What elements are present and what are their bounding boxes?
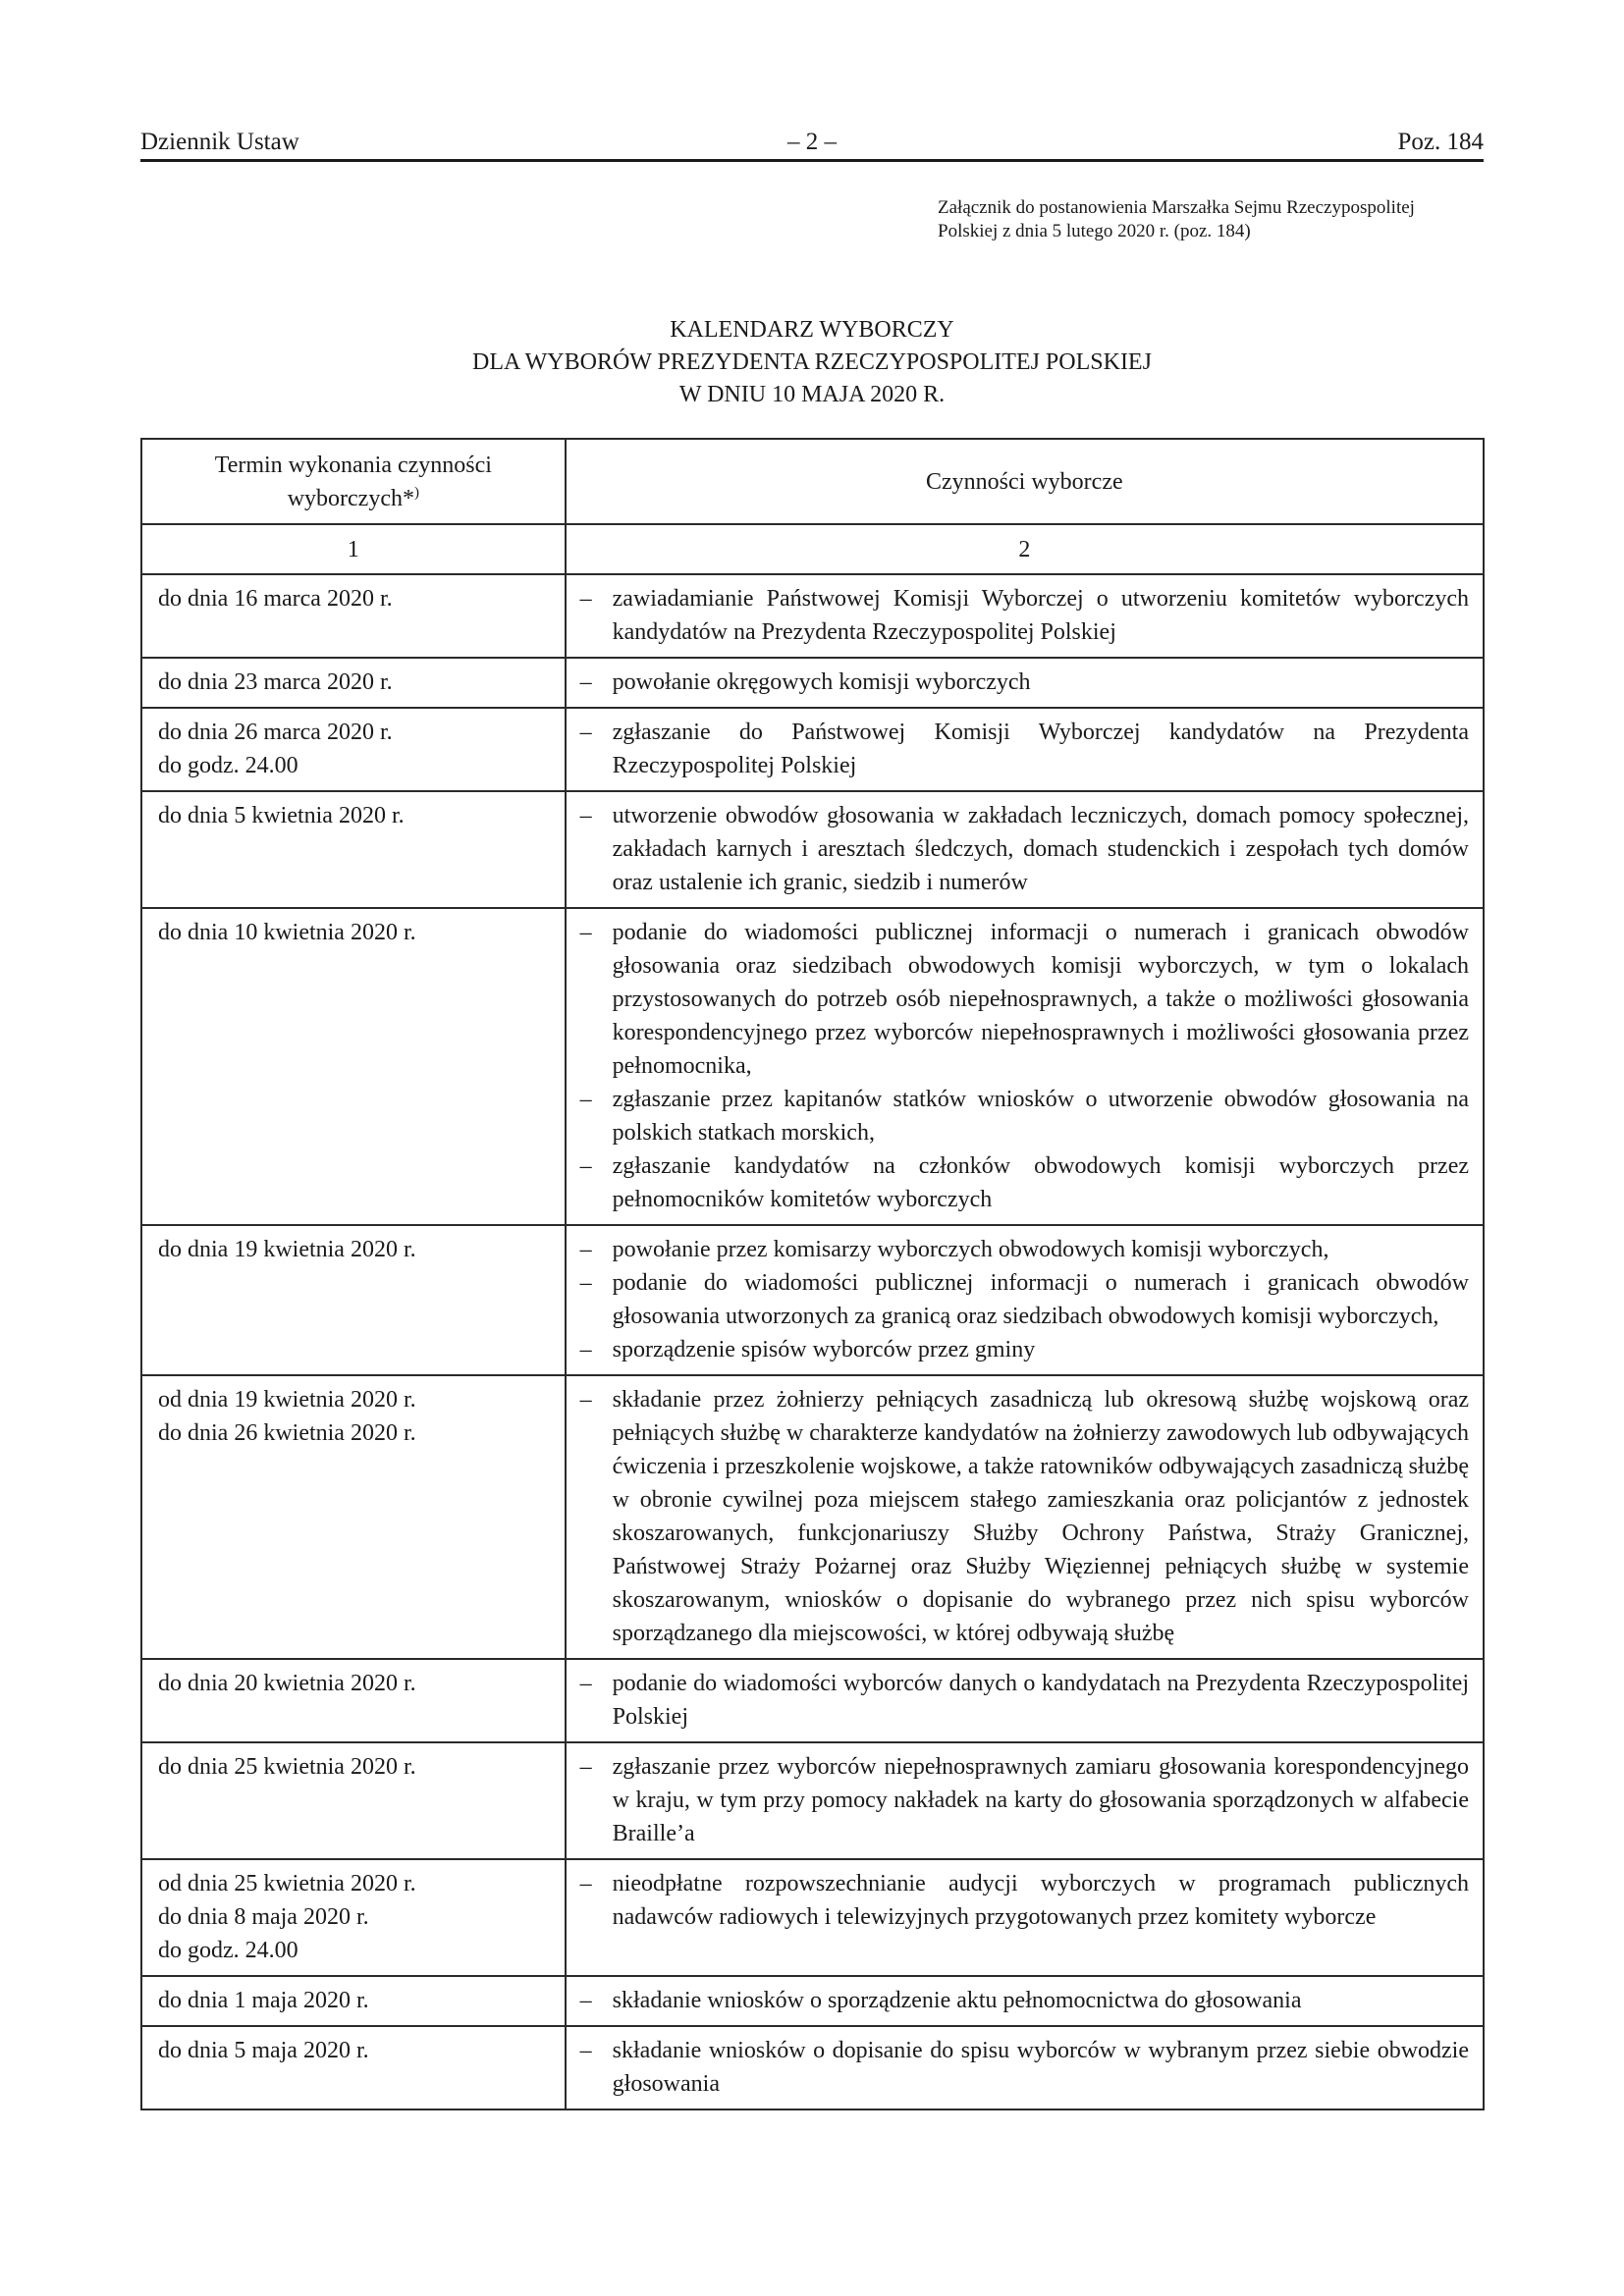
actions-list <box>567 1660 1483 1741</box>
action-text: składanie przez żołnierzy pełniących zasadniczą lub okresową służbę wojskową oraz pełniących służbę w charakterze kandydatów na żołnierzy zawodowych lub odbywających ćwiczenia i przeszkolenie wojskowe, a także ratowników odbywających zasadniczą służbę w obronie cywilnej poza miejscem stałego zamieszkania oraz policjantów z jednostek skoszarowanych, funkcjonariuszy Służby Ochrony Państwa, Straży Granicznej, Państwowej Straży Pożarnej oraz Służby Więziennej pełniących służbę w systemie skoszarowanym, wniosków o dopisanie do wybranego przez nich spisu wyborców sporządzanego dla miejscowości, w której odbywają służbę <box>612 1387 1469 1646</box>
annex-line-2: Polskiej z dnia 5 lutego 2020 r. (poz. 184) <box>938 221 1251 241</box>
action-item <box>580 1984 1469 2017</box>
actions-list <box>567 909 1483 1224</box>
action-text: zgłaszanie przez kapitanów statków wniosków o utworzenie obwodów głosowania na polskich statkach morskich, <box>612 1087 1469 1146</box>
running-header <box>140 126 1484 162</box>
action-text: powołanie przez komisarzy wyborczych obwodowych komisji wyborczych, <box>612 1237 1329 1262</box>
action-text: składanie wniosków o sporządzenie aktu pełnomocnictwa do głosowania <box>612 1988 1302 2013</box>
term-line: od dnia 25 kwietnia 2020 r. <box>158 1871 416 1896</box>
action-text: podanie do wiadomości publicznej informacji o numerach i granicach obwodów głosowania oraz siedzibach obwodowych komisji wyborczych, w tym o lokalach przystosowanych do potrzeb osób niepełnosprawnych, a także o możliwości głosowania korespondencyjnego przez wyborców niepełnosprawnych i możliwości głosowania przez pełnomocnika, <box>612 920 1469 1079</box>
term-cell <box>141 908 566 1225</box>
term-cell <box>141 791 566 908</box>
annex-line-1: Załącznik do postanowienia Marszałka Sejmu Rzeczypospolitej <box>938 197 1415 218</box>
document-title <box>140 314 1484 411</box>
table-row <box>141 1375 1484 1659</box>
action-text: podanie do wiadomości wyborców danych o kandydatach na Prezydenta Rzeczypospolitej Polskiej <box>612 1671 1469 1730</box>
term-cell <box>141 1225 566 1375</box>
dash-bullet: – <box>579 1871 592 1896</box>
term-line: do dnia 5 maja 2020 r. <box>158 2038 369 2063</box>
action-text: zawiadamianie Państwowej Komisji Wyborczej o utworzeniu komitetów wyborczych kandydatów na Prezydenta Rzeczypospolitej Polskiej <box>612 586 1469 645</box>
table-row <box>141 658 1484 708</box>
actions-list <box>567 1977 1483 2025</box>
actions-list <box>567 709 1483 790</box>
annex-note <box>938 196 1488 243</box>
term-cell <box>141 1742 566 1859</box>
action-text: zgłaszanie kandydatów na członków obwodowych komisji wyborczych przez pełnomocników komitetów wyborczych <box>612 1153 1469 1212</box>
footnote-marker: ) <box>413 484 419 501</box>
actions-list <box>567 659 1483 707</box>
actions-cell <box>566 791 1484 908</box>
dash-bullet: – <box>579 1270 592 1296</box>
term-line: do godz. 24.00 <box>158 753 298 778</box>
actions-cell <box>566 574 1484 658</box>
title-line-2: DLA WYBORÓW PREZYDENTA RZECZYPOSPOLITEJ POLSKIEJ <box>472 349 1152 375</box>
term-line: do dnia 8 maja 2020 r. <box>158 1904 369 1930</box>
action-text: sporządzenie spisów wyborców przez gminy <box>612 1337 1036 1362</box>
dash-bullet: – <box>579 1337 592 1362</box>
term-cell <box>141 2026 566 2109</box>
action-item <box>580 1333 1469 1366</box>
term-cell <box>141 574 566 658</box>
actions-cell <box>566 1976 1484 2026</box>
table-row <box>141 1859 1484 1976</box>
actions-cell <box>566 1659 1484 1742</box>
term-cell <box>141 1976 566 2026</box>
term-line: do dnia 25 kwietnia 2020 r. <box>158 1754 416 1780</box>
actions-list <box>567 1226 1483 1374</box>
dash-bullet: – <box>579 2038 592 2063</box>
table-body <box>141 574 1484 2109</box>
action-item <box>580 1083 1469 1149</box>
term-cell <box>141 1859 566 1976</box>
action-item <box>580 666 1469 699</box>
action-item <box>580 1750 1469 1850</box>
dash-bullet: – <box>579 586 592 612</box>
dash-bullet: – <box>579 1087 592 1112</box>
action-item <box>580 1233 1469 1266</box>
action-item <box>580 1266 1469 1333</box>
actions-cell <box>566 908 1484 1225</box>
term-cell <box>141 708 566 791</box>
term-line: do godz. 24.00 <box>158 1938 298 1963</box>
column-number-1: 1 <box>141 524 566 574</box>
term-line: do dnia 5 kwietnia 2020 r. <box>158 803 405 828</box>
action-item <box>580 582 1469 649</box>
table-row <box>141 2026 1484 2109</box>
actions-list <box>567 1860 1483 1942</box>
term-cell <box>141 1659 566 1742</box>
dash-bullet: – <box>579 669 592 695</box>
table-row <box>141 1976 1484 2026</box>
term-line: do dnia 1 maja 2020 r. <box>158 1988 369 2013</box>
actions-list <box>567 1376 1483 1658</box>
table-row <box>141 791 1484 908</box>
action-item <box>580 799 1469 899</box>
term-line: do dnia 20 kwietnia 2020 r. <box>158 1671 416 1696</box>
actions-cell <box>566 1225 1484 1375</box>
actions-list <box>567 1743 1483 1858</box>
action-text: zgłaszanie do Państwowej Komisji Wyborczej kandydatów na Prezydenta Rzeczypospolitej Polskiej <box>612 720 1469 778</box>
dash-bullet: – <box>579 1754 592 1780</box>
term-line: do dnia 16 marca 2020 r. <box>158 586 393 612</box>
actions-list <box>567 2027 1483 2109</box>
term-cell <box>141 658 566 708</box>
table-row <box>141 1742 1484 1859</box>
term-line: od dnia 19 kwietnia 2020 r. <box>158 1387 416 1413</box>
actions-list <box>567 792 1483 907</box>
dash-bullet: – <box>579 1237 592 1262</box>
column-number-2: 2 <box>566 524 1484 574</box>
title-line-3: W DNIU 10 MAJA 2020 R. <box>678 382 946 407</box>
dash-bullet: – <box>579 1387 592 1413</box>
table-row <box>141 1225 1484 1375</box>
term-line: do dnia 23 marca 2020 r. <box>158 669 393 695</box>
term-cell <box>141 1375 566 1659</box>
term-line: do dnia 10 kwietnia 2020 r. <box>158 920 416 945</box>
action-item <box>580 2034 1469 2101</box>
page-number: – 2 – <box>787 129 837 155</box>
header-actions: Czynności wyborcze <box>566 439 1484 524</box>
action-item <box>580 1867 1469 1934</box>
action-text: zgłaszanie przez wyborców niepełnosprawnych zamiaru głosowania korespondencyjnego w kraju, w tym przy pomocy nakładek na karty do głosowania sporządzonych w alfabecie Braille’a <box>612 1754 1469 1846</box>
term-line: do dnia 26 kwietnia 2020 r. <box>158 1420 416 1446</box>
dash-bullet: – <box>579 720 592 745</box>
actions-cell <box>566 1859 1484 1976</box>
dash-bullet: – <box>579 1671 592 1696</box>
actions-cell <box>566 708 1484 791</box>
table-header-row <box>141 439 1484 524</box>
position-number: Poz. 184 <box>1397 129 1484 155</box>
action-text: nieodpłatne rozpowszechnianie audycji wyborczych w programach publicznych nadawców radiowych i telewizyjnych przygotowanych przez komitety wyborcze <box>612 1871 1469 1930</box>
action-item <box>580 1667 1469 1734</box>
action-item <box>580 716 1469 782</box>
actions-cell <box>566 1742 1484 1859</box>
term-line: do dnia 26 marca 2020 r. <box>158 720 393 745</box>
table-row <box>141 708 1484 791</box>
title-line-1: KALENDARZ WYBORCZY <box>670 317 954 343</box>
dash-bullet: – <box>579 920 592 945</box>
actions-cell <box>566 1375 1484 1659</box>
table-row <box>141 908 1484 1225</box>
dash-bullet: – <box>579 1988 592 2013</box>
actions-list <box>567 575 1483 657</box>
column-number-row <box>141 524 1484 574</box>
action-text: powołanie okręgowych komisji wyborczych <box>612 669 1031 695</box>
table-row <box>141 574 1484 658</box>
table-row <box>141 1659 1484 1742</box>
action-item <box>580 1149 1469 1216</box>
header-term: Termin wykonania czynności wyborczych*) <box>141 439 566 524</box>
actions-cell <box>566 2026 1484 2109</box>
dash-bullet: – <box>579 803 592 828</box>
action-text: utworzenie obwodów głosowania w zakładach leczniczych, domach pomocy społecznej, zakładach karnych i aresztach śledczych, domach studenckich i zespołach tych domów oraz ustalenie ich granic, siedzib i numerów <box>612 803 1469 895</box>
journal-name: Dziennik Ustaw <box>140 129 299 155</box>
action-item <box>580 916 1469 1083</box>
action-item <box>580 1383 1469 1650</box>
actions-cell <box>566 658 1484 708</box>
action-text: podanie do wiadomości publicznej informacji o numerach i granicach obwodów głosowania utworzonych za granicą oraz siedzibach obwodowych komisji wyborczych, <box>612 1270 1469 1329</box>
action-text: składanie wniosków o dopisanie do spisu wyborców w wybranym przez siebie obwodzie głosowania <box>612 2038 1469 2097</box>
dash-bullet: – <box>579 1153 592 1179</box>
term-line: do dnia 19 kwietnia 2020 r. <box>158 1237 416 1262</box>
election-calendar-table <box>140 438 1485 2110</box>
